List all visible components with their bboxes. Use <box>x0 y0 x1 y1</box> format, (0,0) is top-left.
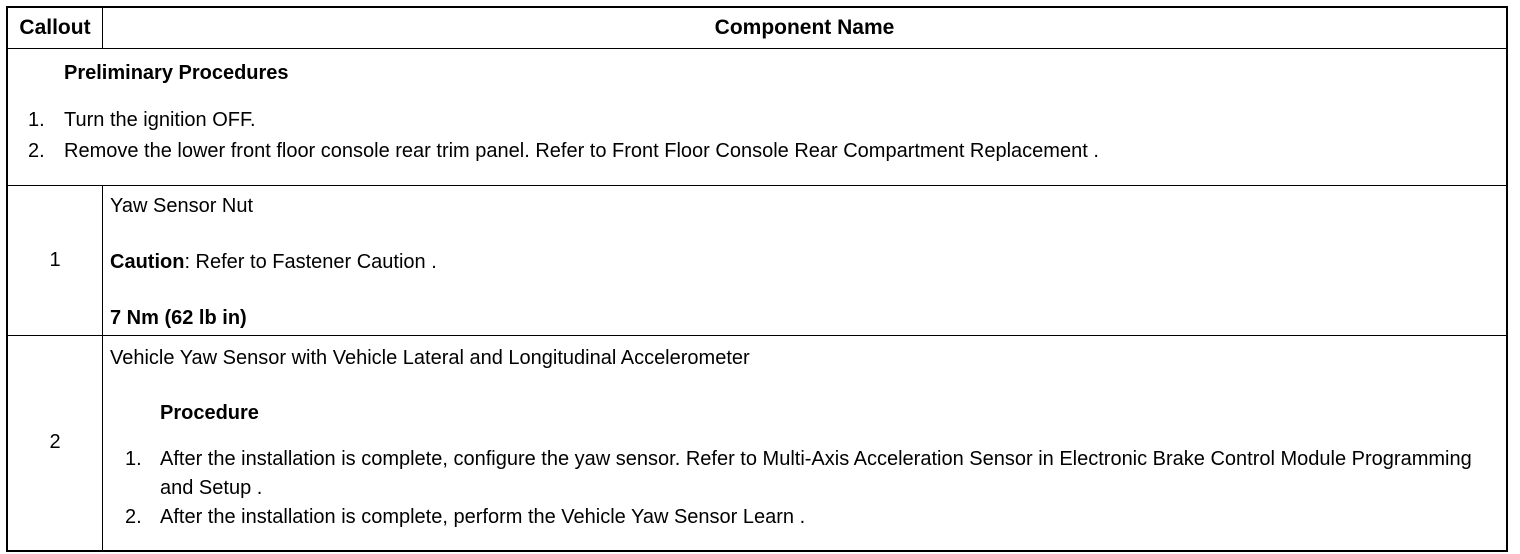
table-row <box>7 336 1507 551</box>
component-name-header: Component Name <box>103 7 1508 49</box>
step-text: Remove the lower front floor console rear trim panel. Refer to Front Floor Console Rear Compartment Replacement . <box>64 140 1099 162</box>
preliminary-steps <box>8 105 1506 167</box>
caution-text: : Refer to Fastener Caution . <box>184 251 437 273</box>
preliminary-row <box>7 49 1507 186</box>
preliminary-cell <box>7 49 1507 186</box>
callout-number: 2 <box>7 336 103 551</box>
procedure-steps <box>110 445 1506 532</box>
procedure-title: Procedure <box>160 402 259 424</box>
component-name: Yaw Sensor Nut <box>110 195 254 217</box>
callout-header: Callout <box>7 7 103 49</box>
step-text: After the installation is complete, perform the Vehicle Yaw Sensor Learn . <box>160 506 806 528</box>
table-row <box>7 186 1507 336</box>
list-item <box>110 503 1506 532</box>
callout-number: 1 <box>7 186 103 336</box>
header-row <box>7 7 1507 49</box>
list-item <box>8 105 1506 136</box>
component-table <box>6 6 1508 552</box>
component-cell <box>103 336 1508 551</box>
list-item <box>110 445 1506 503</box>
step-number: 2. <box>125 506 142 528</box>
step-number: 2. <box>28 140 45 162</box>
step-number: 1. <box>125 448 142 470</box>
list-item <box>8 136 1506 167</box>
caution-line <box>110 251 1506 274</box>
step-number: 1. <box>28 109 45 131</box>
component-cell <box>103 186 1508 336</box>
torque-spec: 7 Nm (62 lb in) <box>110 307 247 329</box>
caution-label: Caution <box>110 251 185 273</box>
preliminary-title: Preliminary Procedures <box>64 62 289 84</box>
step-text: After the installation is complete, configure the yaw sensor. Refer to Multi-Axis Acceleration Sensor in Electronic Brake Control Module Programming and Setup . <box>160 448 1472 499</box>
component-name: Vehicle Yaw Sensor with Vehicle Lateral and Longitudinal Accelerometer <box>110 347 750 369</box>
step-text: Turn the ignition OFF. <box>64 109 256 131</box>
